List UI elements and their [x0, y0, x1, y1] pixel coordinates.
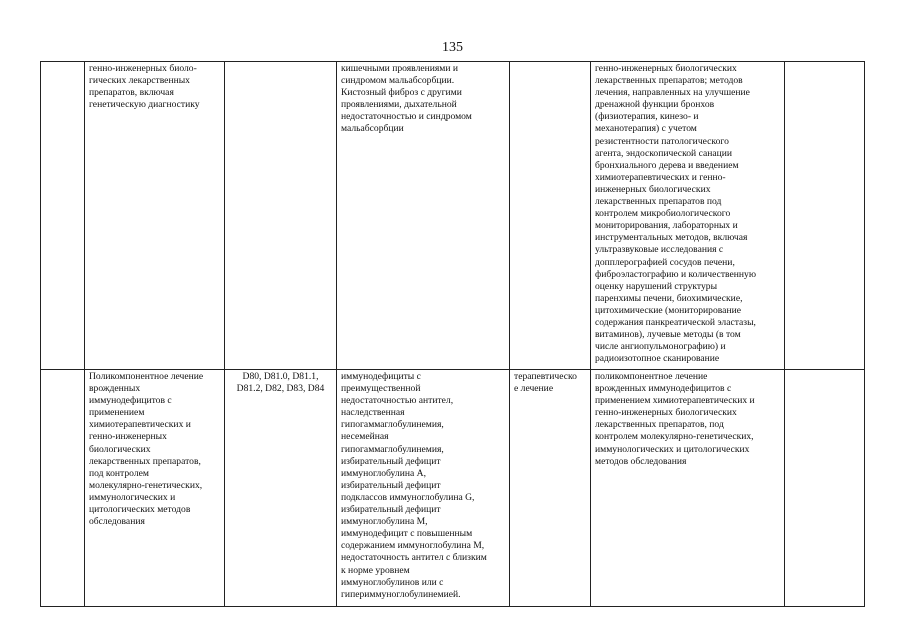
icd-codes-text: D80, D81.0, D81.1, D81.2, D82, D83, D84: [236, 371, 325, 395]
cost-cell: [785, 370, 865, 607]
treatment-name-text: генно-инженерных биоло- гических лекарственных препаратов, включая генетическую диагностику: [89, 63, 200, 111]
treatment-type-cell: [510, 370, 591, 607]
cost-cell: [785, 62, 865, 370]
treatment-type-text: терапевтическо е лечение: [514, 371, 577, 395]
icd-codes-cell: [225, 370, 337, 607]
treatment-name-cell: [85, 62, 225, 370]
row-number-cell: [41, 62, 85, 370]
treatment-name-text: Поликомпонентное лечение врожденных иммунодефицитов с применением химиотерапевтических и генно-инженерных биологических лекарственных препаратов, под контролем молекулярно-генетических, иммунологических и цитологических методов обследования: [89, 371, 204, 528]
icd-codes-cell: [225, 62, 337, 370]
treatment-method-text: генно-инженерных биологических лекарственных препаратов; методов лечения, направленных на улучшение дренажной функции бронхов (физиотерапия, кинезо- и механотерапия) с учетом резистентности патологического агента, эндоскопической санации бронхиального дерева и введением химиотерапевтических и генно- инженерных биологических лекарственных препаратов под контролем микробиологического мониторирования, лабораторных и инструментальных методов, включая ультразвуковые исследования с допплерографией сосудов печени, фиброэластографию и количественную оценку нарушений структуры паренхимы печени, биохимические, цитохимические (мониторирование содержания панкреатической эластазы, витаминов), лучевые методы (в том числе ангиопульмонографию) и радиоизотопное сканирование: [595, 63, 756, 365]
page-number: 135: [442, 40, 463, 55]
treatment-method-text: поликомпонентное лечение врожденных иммунодефицитов с применением химиотерапевтических и генно-инженерных биологических лекарственных препаратов, под контролем молекулярно-генетических, иммунологических и цитологических методов обследования: [595, 371, 755, 467]
diagnosis-cell: [337, 62, 510, 370]
row-number-cell: [41, 370, 85, 607]
treatment-method-cell: [591, 62, 785, 370]
treatment-type-cell: [510, 62, 591, 370]
diagnosis-cell: [337, 370, 510, 607]
treatment-method-cell: [591, 370, 785, 607]
diagnosis-text: иммунодефициты с преимущественной недостаточностью антител, наследственная гипогаммаглобулинемия, несемейная гипогаммаглобулинемия, избирательный дефицит иммуноглобулина A, избирательный дефицит подклассов иммуноглобулина G, избирательный дефицит иммуноглобулина M, иммунодефицит с повышенным содержанием иммуноглобулина M, недостаточность антител с близким к норме уровнем иммуноглобулинов или с гипериммуноглобулинемией.: [341, 371, 487, 600]
diagnosis-text: кишечными проявлениями и синдромом мальабсорбции. Кистозный фиброз с другими проявлениями, дыхательной недостаточностью и синдромом мальабсорбции: [341, 63, 472, 135]
treatment-table: [40, 61, 865, 607]
table-row: [41, 370, 865, 607]
table-row: [41, 62, 865, 370]
treatment-name-cell: [85, 370, 225, 607]
